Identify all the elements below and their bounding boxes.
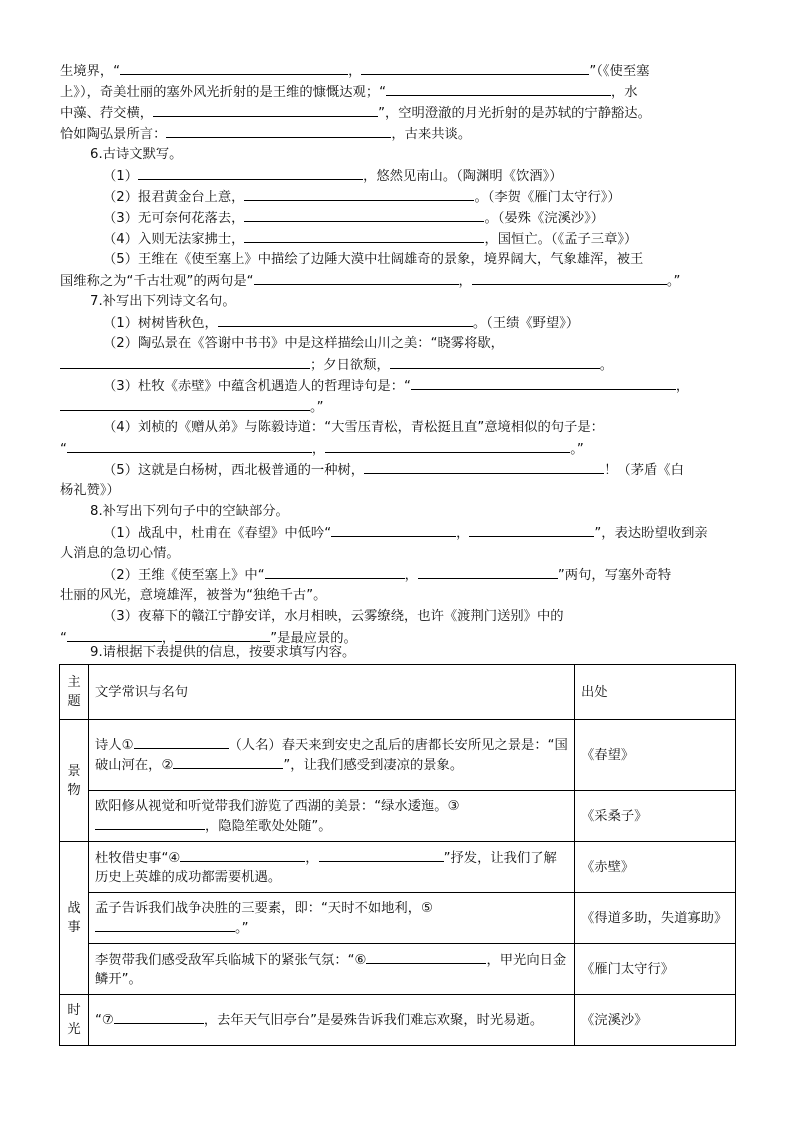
intro-line-4 <box>60 124 740 144</box>
text: （5）这就是白杨树，西北极普通的一种树， <box>103 463 365 478</box>
answer-blank[interactable] <box>180 848 305 862</box>
text: 李贺带我们感受敌军兵临城下的紧张气氛：“⑥ <box>95 952 367 968</box>
text: 孟子告诉我们战争决胜的三要素，即：“天时不如地利，⑤ <box>95 900 433 916</box>
q7-item-1 <box>103 313 783 333</box>
text: （2）王维《使至塞上》中“ <box>103 568 265 583</box>
q8-item-2-cont: 壮丽的风光，意境雄浑，被誉为“独绝千古”。 <box>60 588 327 603</box>
q6-item-3 <box>103 208 783 228</box>
row-content <box>89 842 575 893</box>
text: ；夕日欲颓， <box>310 358 390 373</box>
answer-blank[interactable] <box>166 124 391 138</box>
q9-title: 9.请根据下表提供的信息，按要求填写内容。 <box>90 645 356 660</box>
answer-blank[interactable] <box>218 313 473 327</box>
text: ， <box>161 631 176 646</box>
text: ， <box>458 274 472 289</box>
table-row <box>60 842 736 893</box>
answer-blank[interactable] <box>153 103 378 117</box>
text: （1）树树皆秋色， <box>103 316 218 331</box>
table-row <box>60 720 736 791</box>
intro-line-3 <box>60 103 740 123</box>
text: （人名）春天来到安史之乱后的唐都长安所见之景是：“国破山河在，② <box>95 738 568 773</box>
text: ， <box>305 850 319 866</box>
row-source: 《得道多助，失道寡助》 <box>575 893 736 944</box>
answer-blank[interactable] <box>331 523 456 537</box>
text: ”是最应景的。 <box>270 631 357 646</box>
text: 生境界，“ <box>60 64 121 79</box>
answer-blank[interactable] <box>265 565 405 579</box>
q6-item-2 <box>103 187 783 207</box>
answer-blank[interactable] <box>60 397 310 411</box>
text: ”，表达盼望收到亲 <box>594 526 708 541</box>
text: ”两句，写塞外奇特 <box>557 568 672 583</box>
table-row <box>60 893 736 944</box>
text: ”（《使至塞 <box>589 64 650 79</box>
row-content <box>89 791 575 842</box>
text: 欧阳修从视觉和听觉带我们游览了西湖的美景：“绿水逶迤。③ <box>95 798 460 814</box>
text: 。” <box>310 400 324 415</box>
row-source: 《采桑子》 <box>575 791 736 842</box>
answer-blank[interactable] <box>469 523 594 537</box>
answer-blank[interactable] <box>175 628 270 642</box>
text: ， <box>675 379 690 394</box>
row-source: 《赤壁》 <box>575 842 736 893</box>
q6-title: 6.古诗文默写。 <box>90 147 183 162</box>
table-row <box>60 995 736 1046</box>
answer-blank[interactable] <box>244 208 484 222</box>
text: 国维称之为“千古壮观”的两句是“ <box>60 274 254 289</box>
text: “ <box>60 442 67 457</box>
header-source: 出处 <box>575 665 736 720</box>
q7-item-2: （2）陶弘景在《答谢中书书》中是这样描绘山川之美：“晓雾将歇， <box>103 336 504 351</box>
text: 中藻、荇交横， <box>60 106 154 121</box>
text: 。（王绩《野望》） <box>472 316 580 331</box>
text: ， <box>348 64 362 79</box>
text: （4）入则无法家拂士， <box>103 232 245 247</box>
answer-blank[interactable] <box>472 271 667 285</box>
answer-blank[interactable] <box>95 816 205 830</box>
text: ，隐隐笙歌处处随”。 <box>205 818 332 834</box>
text: （3）杜牧《赤壁》中蕴含机遇造人的哲理诗句是：“ <box>103 379 411 394</box>
q6-item-1 <box>103 166 783 186</box>
q7-item-4-cont <box>60 439 740 459</box>
q8-title: 8.补写出下列句子中的空缺部分。 <box>90 504 289 519</box>
q7-item-5-cont: 杨礼赞》） <box>60 483 120 498</box>
q6-item-4 <box>103 229 783 249</box>
row-source: 《浣溪沙》 <box>575 995 736 1046</box>
text: ， <box>456 526 470 541</box>
text: ！（茅盾《白 <box>604 463 684 478</box>
group-label: 战事 <box>60 842 89 995</box>
q8-item-2 <box>103 565 783 585</box>
answer-blank[interactable] <box>173 755 283 769</box>
q8-item-3: （3）夜幕下的赣江宁静安详，水月相映，云雾缭绕，也许《渡荆门送别》中的 <box>103 609 564 624</box>
row-source: 《雁门太守行》 <box>575 944 736 995</box>
answer-blank[interactable] <box>60 355 310 369</box>
group-label: 时光 <box>60 995 89 1046</box>
text: ，去年天气旧亭台”是晏殊告诉我们难忘欢聚，时光易逝。 <box>203 1013 544 1028</box>
text: （1） <box>103 169 139 184</box>
answer-blank[interactable] <box>386 82 611 96</box>
row-content <box>89 995 575 1046</box>
text: ”，空明澄澈的月光折射的是苏轼的宁静豁达。 <box>378 106 651 121</box>
answer-blank[interactable] <box>364 460 604 474</box>
answer-blank[interactable] <box>120 61 348 75</box>
text: 。” <box>666 274 681 289</box>
intro-line-2 <box>60 82 740 102</box>
q6-item-5-cont <box>60 271 740 291</box>
text: 恰如陶弘景所言： <box>60 127 167 142</box>
q7-item-5 <box>103 460 783 480</box>
text: ，甲光向日金鳞开”。 <box>95 952 567 987</box>
row-content <box>89 944 575 995</box>
text: ，悠然见南山。（陶渊明《饮酒》） <box>363 169 563 184</box>
q8-item-1-cont: 人消息的急切心情。 <box>60 546 180 561</box>
text: ，古来共谈。 <box>391 127 472 142</box>
answer-blank[interactable] <box>361 61 589 75</box>
header-theme: 主题 <box>60 665 89 720</box>
text: ”，让我们感受到凄凉的景象。 <box>283 758 464 773</box>
text: ， <box>404 568 418 583</box>
table-row <box>60 791 736 842</box>
text: 诗人① <box>95 738 134 753</box>
text: “ <box>60 631 67 646</box>
text: ，水 <box>611 85 638 100</box>
answer-blank[interactable] <box>67 628 162 642</box>
text: ， <box>311 442 326 457</box>
answer-blank[interactable] <box>319 848 444 862</box>
q7-title: 7.补写出下列诗文名句。 <box>90 294 236 309</box>
q7-item-4: （4）刘桢的《赠从弟》与陈毅诗道：“大雪压青松，青松挺且直”意境相似的句子是： <box>103 420 604 435</box>
text: （3）无可奈何花落去， <box>103 211 245 226</box>
q7-item-3-cont <box>60 397 740 417</box>
row-content <box>89 893 575 944</box>
answer-blank[interactable] <box>134 735 229 749</box>
answer-blank[interactable] <box>138 166 363 180</box>
text: （2）报君黄金台上意， <box>103 190 245 205</box>
answer-blank[interactable] <box>95 918 235 932</box>
answer-blank[interactable] <box>67 439 312 453</box>
q6-item-5: （5）王维在《使至塞上》中描绘了边陲大漠中壮阔雄奇的景象，境界阔大，气象雄浑，被王 <box>103 252 644 267</box>
text: 。 <box>599 358 614 373</box>
text: 上》），奇美壮丽的塞外风光折射的是王维的慷慨达观；“ <box>60 85 387 100</box>
answer-blank[interactable] <box>366 950 486 964</box>
q9-table <box>59 664 736 1046</box>
q7-item-3 <box>103 376 783 396</box>
answer-blank[interactable] <box>254 271 459 285</box>
answer-blank[interactable] <box>244 187 474 201</box>
text: ，国恒亡。（《孟子三章》） <box>484 232 638 247</box>
answer-blank[interactable] <box>325 439 570 453</box>
answer-blank[interactable] <box>418 565 558 579</box>
header-content: 文学常识与名句 <box>89 665 575 720</box>
answer-blank[interactable] <box>390 355 600 369</box>
row-content <box>89 720 575 791</box>
text: 。（李贺《雁门太守行》） <box>474 190 621 205</box>
row-source: 《春望》 <box>575 720 736 791</box>
answer-blank[interactable] <box>244 229 484 243</box>
text: 。（晏殊《浣溪沙》） <box>484 211 605 226</box>
group-label: 景物 <box>60 720 89 842</box>
text: 杜牧借史事“④ <box>95 850 181 866</box>
text: 。” <box>235 920 249 936</box>
intro-line-1 <box>60 61 740 81</box>
answer-blank[interactable] <box>114 1010 204 1024</box>
text: ”抒发，让我们了解历史上英雄的成功都需要机遇。 <box>95 850 557 885</box>
text: 。” <box>570 442 584 457</box>
answer-blank[interactable] <box>411 376 676 390</box>
q8-item-1 <box>103 523 783 543</box>
q7-item-2-cont <box>60 355 740 375</box>
table-row <box>60 944 736 995</box>
table-header-row <box>60 665 736 720</box>
text: （1）战乱中，杜甫在《春望》中低吟“ <box>103 526 332 541</box>
text: “⑦ <box>95 1013 114 1028</box>
